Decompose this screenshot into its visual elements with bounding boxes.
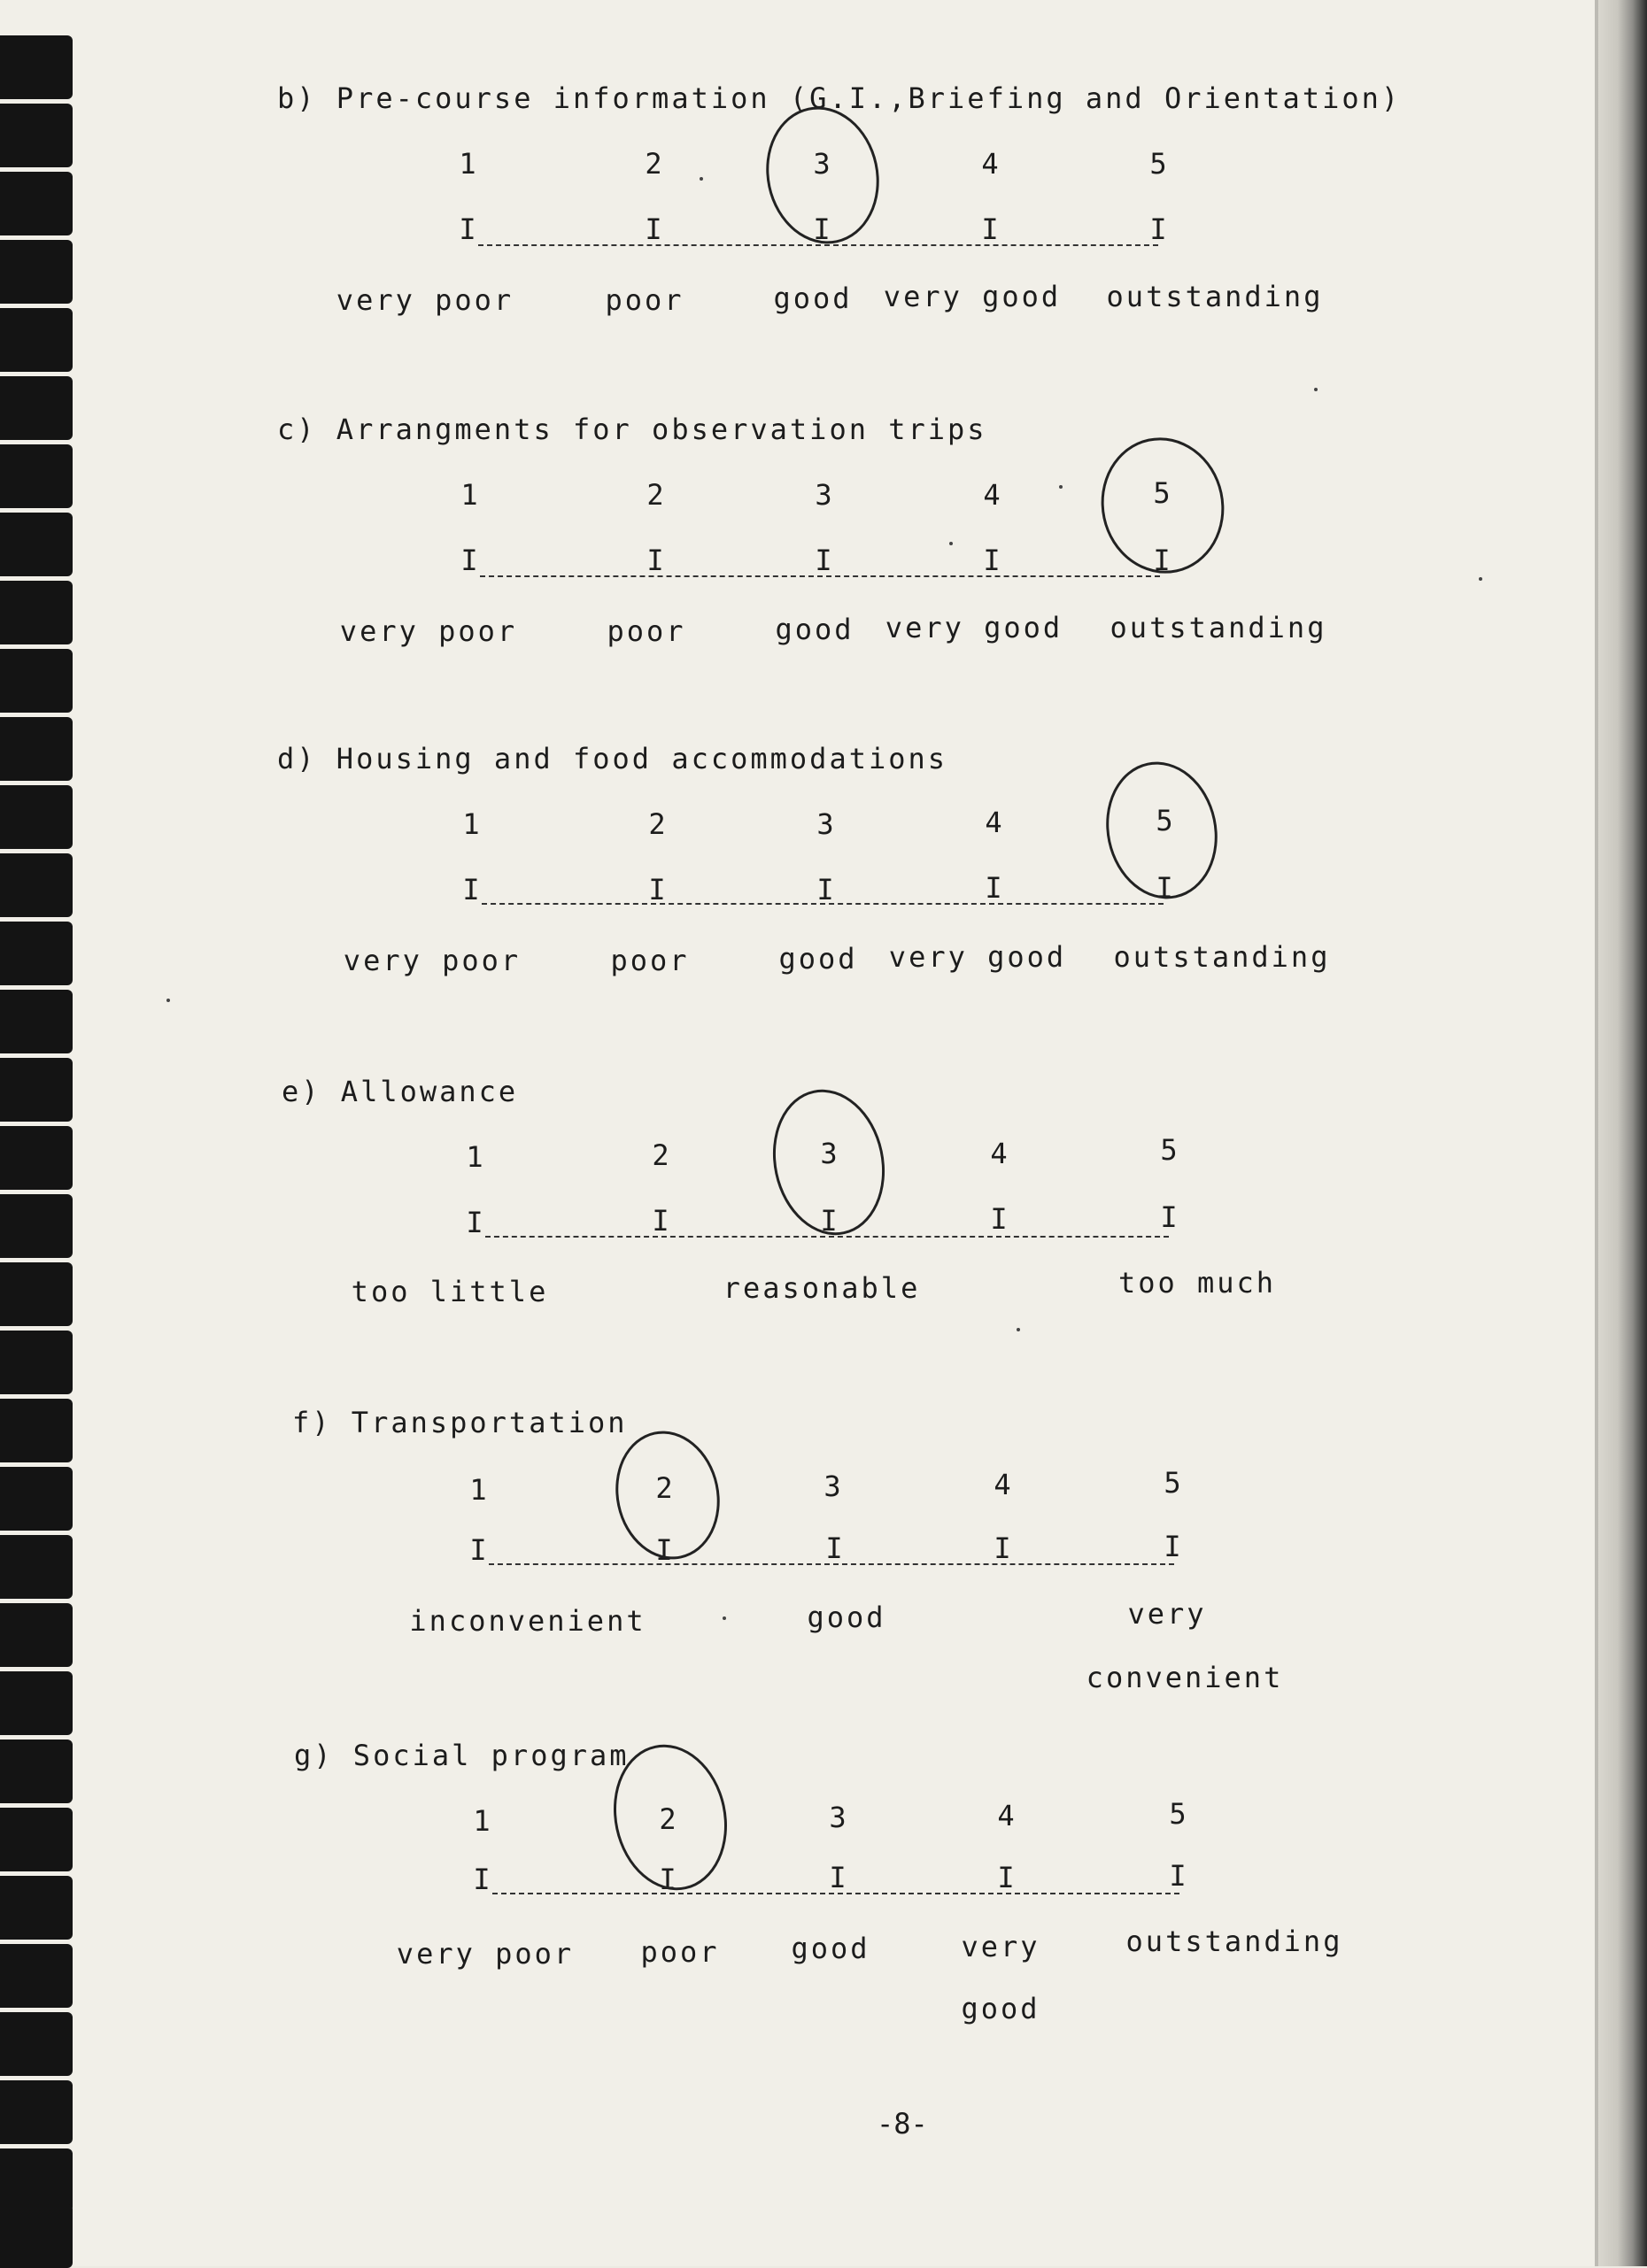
scan-speck <box>1059 485 1063 489</box>
scale-label: outstanding <box>1110 611 1327 644</box>
scale-label: good <box>778 942 858 976</box>
scale-number-3: 3 <box>815 478 832 512</box>
scale-tick: I <box>462 873 480 906</box>
scale-number-5: 5 <box>1156 804 1173 837</box>
scale-number-2: 2 <box>652 1138 669 1172</box>
scale-number-1: 1 <box>462 807 480 841</box>
question-title: f) Transportation <box>292 1406 628 1439</box>
scale-number-1: 1 <box>466 1140 483 1174</box>
scale-label: very poor <box>336 283 514 317</box>
selection-circle <box>1088 426 1236 584</box>
scale-number-4: 4 <box>983 478 1001 512</box>
scan-speck <box>723 1616 726 1620</box>
scale-label: reasonable <box>723 1271 921 1305</box>
scale-tick: I <box>985 871 1002 905</box>
scale-number-1: 1 <box>459 147 476 181</box>
question-title: g) Social program <box>294 1739 630 1772</box>
scale-tick: I <box>825 1531 843 1565</box>
scale-tick: I <box>646 544 664 577</box>
scale-label: very <box>961 1930 1040 1963</box>
scale-label: convenient <box>1086 1661 1284 1694</box>
page-number: -8- <box>877 2107 928 2141</box>
scale-number-3: 3 <box>813 147 831 181</box>
scale-label: poor <box>605 283 684 317</box>
scale-number-3: 3 <box>820 1137 838 1170</box>
scale-label: outstanding <box>1106 280 1324 313</box>
spiral-binding <box>0 0 80 2266</box>
scale-label: poor <box>640 1935 720 1969</box>
scale-label: too little <box>351 1275 549 1308</box>
scan-speck <box>949 542 953 545</box>
selection-circle <box>1094 752 1230 909</box>
scale-tick: I <box>1160 1200 1178 1234</box>
scale-line <box>485 1236 1169 1238</box>
scale-tick: I <box>990 1202 1008 1236</box>
scan-speck <box>1479 577 1482 581</box>
selection-circle <box>760 1079 898 1246</box>
scale-label: inconvenient <box>409 1604 646 1638</box>
scale-line <box>489 1563 1174 1565</box>
scale-label: very poor <box>396 1937 575 1971</box>
scale-label: very poor <box>343 944 522 977</box>
scale-number-2: 2 <box>645 147 662 181</box>
scale-tick: I <box>645 212 662 246</box>
scale-number-3: 3 <box>824 1470 841 1503</box>
scale-number-5: 5 <box>1169 1797 1187 1831</box>
scale-tick: I <box>1153 544 1171 577</box>
scale-tick: I <box>652 1204 669 1238</box>
scale-label: very <box>1127 1597 1207 1631</box>
scale-number-4: 4 <box>985 806 1002 839</box>
scan-speck <box>1314 388 1318 391</box>
scale-tick: I <box>816 873 834 906</box>
question-title: d) Housing and food accommodations <box>277 742 948 775</box>
scale-number-5: 5 <box>1164 1466 1181 1500</box>
scale-number-3: 3 <box>816 807 834 841</box>
scale-tick: I <box>997 1861 1015 1894</box>
scale-line <box>482 903 1164 905</box>
scale-number-1: 1 <box>473 1804 491 1838</box>
scale-tick: I <box>1149 212 1167 246</box>
scale-number-4: 4 <box>990 1137 1008 1170</box>
scale-number-1: 1 <box>469 1473 487 1507</box>
scale-tick: I <box>813 212 831 246</box>
question-title: c) Arrangments for observation trips <box>277 413 987 446</box>
scan-speck <box>166 999 170 1002</box>
scale-label: very good <box>883 280 1062 313</box>
scan-speck <box>700 177 703 181</box>
scale-line <box>478 244 1158 246</box>
scale-label: too much <box>1117 1266 1277 1300</box>
scale-number-1: 1 <box>460 478 478 512</box>
scale-label: poor <box>607 614 686 648</box>
scale-tick: I <box>1156 871 1173 905</box>
question-title: e) Allowance <box>282 1075 519 1108</box>
question-title: b) Pre-course information (G.I.,Briefing and Orientation) <box>277 81 1402 115</box>
scale-label: good <box>961 1992 1040 2025</box>
selection-circle <box>604 1422 731 1570</box>
scale-number-4: 4 <box>994 1468 1011 1501</box>
scale-number-3: 3 <box>829 1801 847 1834</box>
scale-label: outstanding <box>1125 1925 1343 1958</box>
scale-number-2: 2 <box>646 478 664 512</box>
scale-label: good <box>775 613 854 646</box>
scale-tick: I <box>994 1531 1011 1565</box>
scale-number-5: 5 <box>1153 476 1171 510</box>
scale-label: very poor <box>339 614 518 648</box>
scale-number-2: 2 <box>648 807 666 841</box>
scale-tick: I <box>469 1533 487 1567</box>
scale-label: poor <box>610 944 690 977</box>
scale-tick: I <box>1169 1859 1187 1893</box>
scale-label: good <box>773 282 853 315</box>
scale-number-5: 5 <box>1160 1133 1178 1167</box>
scale-tick: I <box>829 1861 847 1894</box>
scale-line <box>492 1893 1179 1894</box>
page-edge-shadow <box>1598 0 1647 2266</box>
scan-speck <box>1017 1328 1020 1331</box>
scale-tick: I <box>1164 1530 1181 1563</box>
scale-label: very good <box>888 940 1067 974</box>
scale-tick: I <box>659 1863 677 1896</box>
scale-tick: I <box>655 1533 673 1567</box>
scale-line <box>480 575 1160 577</box>
selection-circle <box>754 96 892 255</box>
scale-tick: I <box>460 544 478 577</box>
scale-tick: I <box>648 873 666 906</box>
scale-label: good <box>807 1601 886 1634</box>
scale-tick: I <box>815 544 832 577</box>
scale-number-5: 5 <box>1149 147 1167 181</box>
scale-tick: I <box>820 1204 838 1238</box>
scale-tick: I <box>459 212 476 246</box>
scale-label: good <box>791 1932 870 1965</box>
scale-number-4: 4 <box>981 147 999 181</box>
scale-tick: I <box>466 1206 483 1239</box>
scale-tick: I <box>983 544 1001 577</box>
scale-tick: I <box>981 212 999 246</box>
scale-tick: I <box>473 1863 491 1896</box>
scale-number-2: 2 <box>659 1802 677 1836</box>
scale-number-4: 4 <box>997 1799 1015 1832</box>
scale-label: outstanding <box>1113 940 1331 974</box>
scale-number-2: 2 <box>655 1471 673 1505</box>
scale-label: very good <box>885 611 1063 644</box>
